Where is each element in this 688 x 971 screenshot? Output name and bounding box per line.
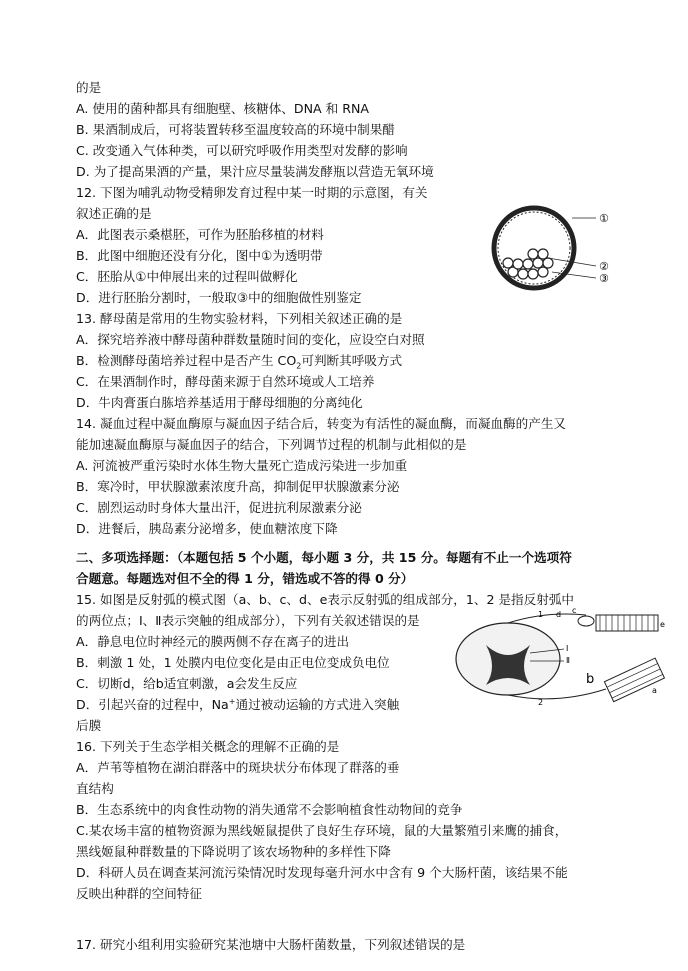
q13-option-b: B．检测酵母菌培养过程中是否产生 $CO_2$可判断其呼吸方式: [76, 353, 403, 371]
q16-stem: 16. 下列关于生态学相关概念的理解不正确的是: [76, 739, 340, 754]
q15-option-d-2: 后膜: [76, 718, 102, 733]
q15-option-d: D．引起兴奋的过程中，Na+通过被动运输的方式进入突触: [76, 696, 400, 712]
q12-stem-2: 叙述正确的是: [76, 206, 152, 221]
q15-option-a: A．静息电位时神经元的膜两侧不存在离子的进出: [76, 634, 350, 649]
q14-option-a: A. 河流被严重污染时水体生物大量死亡造成污染进一步加重: [76, 458, 408, 473]
q13-stem: 13. 酵母菌是常用的生物实验材料，下列相关叙述正确的是: [76, 311, 403, 326]
label-1: 1: [538, 610, 544, 619]
q15-stem-2: 的两位点；Ⅰ、Ⅱ表示突触的组成部分），下列有关叙述错误的是: [76, 613, 420, 628]
label-e: e: [660, 620, 665, 629]
q14-option-c: C．剧烈运动时身体大量出汗，促进抗利尿激素分泌: [76, 500, 362, 515]
q11-option-b: B. 果酒制成后，可将装置转移至温度较高的环境中制果醋: [76, 122, 395, 137]
embryo-figure: [486, 200, 616, 300]
q11-option-d: D. 为了提高果酒的产量，果汁应尽量装满发酵瓶以营造无氧环境: [76, 164, 434, 179]
q16-option-c-2: 黑线姬鼠种群数量的下降说明了该农场物种的多样性下降: [76, 844, 391, 859]
q16-option-b: B．生态系统中的肉食性动物的消失通常不会影响植食性动物间的竞争: [76, 802, 463, 817]
q16-option-c: C.某农场丰富的植物资源为黑线姬鼠提供了良好生存环境，鼠的大量繁殖引来鹰的捕食，: [76, 823, 568, 838]
label-1: ①: [599, 212, 609, 225]
q12-option-c: C．胚胎从①中伸展出来的过程叫做孵化: [76, 269, 298, 284]
q14-stem-2: 能加速凝血酶原与凝血因子的结合，下列调节过程的机制与此相似的是: [76, 437, 467, 452]
q12-option-b: B．此图中细胞还没有分化，图中①为透明带: [76, 248, 323, 263]
q14-option-d: D．进餐后，胰岛素分泌增多，使血糖浓度下降: [76, 521, 338, 536]
q16-option-a: A．芦苇等植物在湖泊群落中的斑块状分布体现了群落的垂: [76, 760, 400, 775]
q11-stem-tail: 的是: [76, 80, 102, 95]
label-d: d: [556, 610, 562, 619]
q12-option-a: A．此图表示桑椹胚，可作为胚胎移植的材料: [76, 227, 324, 242]
label-3: ③: [599, 272, 609, 285]
label-2: 2: [538, 698, 544, 707]
q13-option-a: A．探究培养液中酵母菌种群数量随时间的变化，应设空白对照: [76, 332, 425, 347]
label-I: Ⅰ: [566, 644, 569, 653]
q12-option-d: D．进行胚胎分割时，一般取③中的细胞做性别鉴定: [76, 290, 362, 305]
q16-option-a-2: 直结构: [76, 781, 114, 796]
label-b: b: [586, 672, 595, 687]
q14-option-b: B．寒冷时，甲状腺激素浓度升高，抑制促甲状腺激素分泌: [76, 479, 400, 494]
q13-option-c: C．在果酒制作时，酵母菌来源于自然环境或人工培养: [76, 374, 375, 389]
q15-stem: 15. 如图是反射弧的模式图（a、b、c、d、e表示反射弧的组成部分，1、2 是指反射弧中: [76, 592, 575, 607]
q11-option-a: A. 使用的菌种都具有细胞壁、核糖体、DNA 和 RNA: [76, 101, 370, 116]
q15-option-b: B．刺激 1 处，1 处膜内电位变化是由正电位变成负电位: [76, 655, 390, 670]
q15-option-c: C．切断d，给b适宜刺激，a会发生反应: [76, 676, 298, 691]
q12-stem: 12. 下图为哺乳动物受精卵发育过程中某一时期的示意图，有关: [76, 185, 428, 200]
section-heading-2: 合题意。每题选对但不全的得 1 分，错选或不答的得 0 分）: [76, 571, 414, 586]
reflex-arc-figure: [446, 605, 676, 707]
label-c: c: [572, 606, 577, 615]
label-a: a: [652, 686, 657, 695]
q11-option-c: C. 改变通入气体种类，可以研究呼吸作用类型对发酵的影响: [76, 143, 408, 158]
q13-option-d: D．牛肉膏蛋白胨培养基适用于酵母细胞的分离纯化: [76, 395, 363, 410]
q14-stem: 14. 凝血过程中凝血酶原与凝血因子结合后，转变为有活性的凝血酶，而凝血酶的产生又: [76, 416, 567, 431]
q16-option-d: D．科研人员在调查某河流污染情况时发现每毫升河水中含有 9 个大肠杆菌，该结果不能: [76, 865, 568, 880]
label-II: Ⅱ: [566, 656, 570, 665]
label-2: ②: [599, 260, 609, 273]
q17-stem: 17. 研究小组利用实验研究某池塘中大肠杆菌数量，下列叙述错误的是: [76, 937, 466, 952]
section-heading: 二、多项选择题：（本题包括 5 个小题，每小题 3 分，共 15 分。每题有不止一个选项符: [76, 550, 572, 565]
q16-option-d-2: 反映出种群的空间特征: [76, 886, 202, 901]
